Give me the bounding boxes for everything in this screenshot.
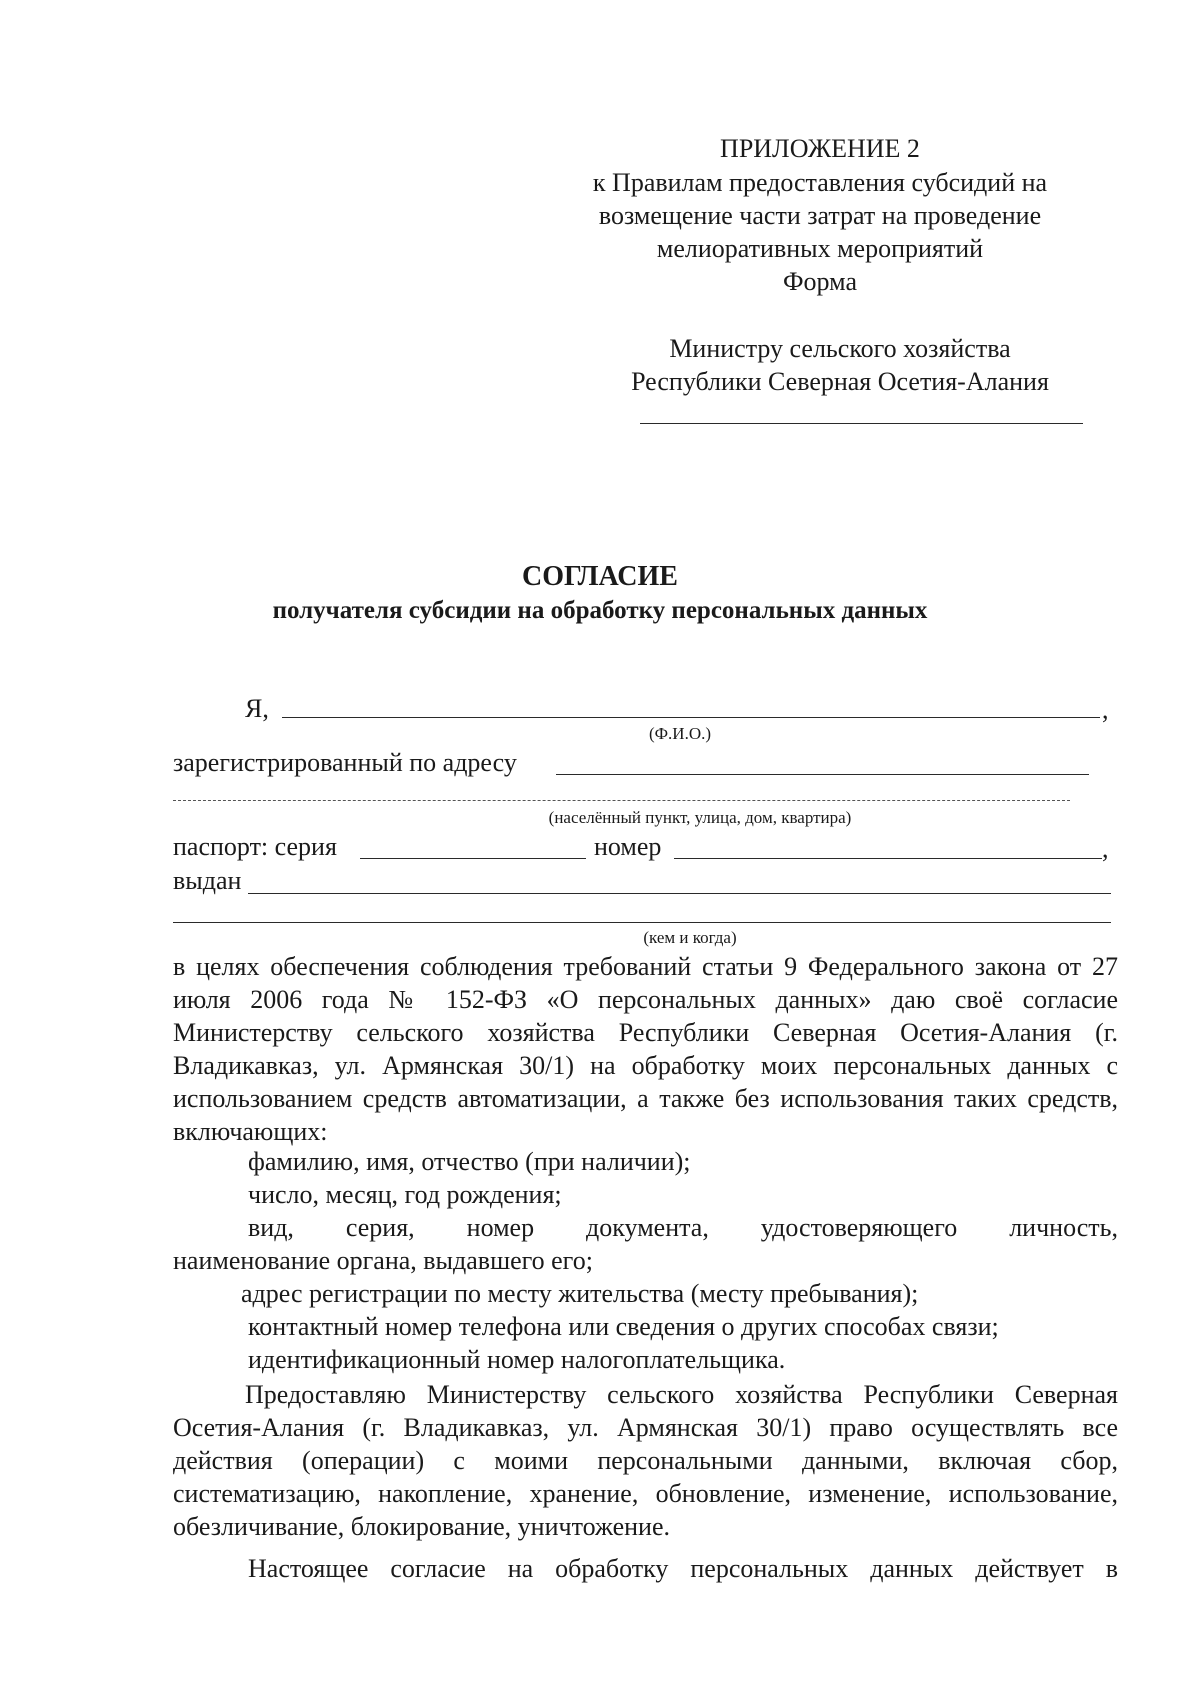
list-item-phone: контактный номер телефона или сведения о других способах связи; <box>248 1312 999 1341</box>
validity-line: Настоящее согласие на обработку персональных данных действует в <box>248 1554 1118 1583</box>
passport-number-label: номер <box>594 832 662 861</box>
passport-series-field[interactable] <box>360 858 586 859</box>
address-caption: (населённый пункт, улица, дом, квартира) <box>548 808 852 827</box>
rules-line-1: к Правилам предоставления субсидий на <box>592 168 1048 197</box>
fio-caption: (Ф.И.О.) <box>648 724 712 743</box>
addressee-name-line <box>640 423 1083 424</box>
address-field-line-2[interactable] <box>173 800 1070 801</box>
issued-label: выдан <box>173 866 242 895</box>
passport-number-comma: , <box>1102 834 1109 863</box>
purpose-paragraph: в целях обеспечения соблюдения требований статьи 9 Федерального закона от 27 июля 2006 года № 152-ФЗ «О персональных данных» даю своё согласие Министерству сельского хозяйства Республики Северная Осетия-Алания (г. Владикавказ, ул. Армянская 30/1) на обработку моих персональных данных с использованием средств автоматизации, а также без использования таких средств, включающих: <box>173 952 1118 1146</box>
list-item-fio: фамилию, имя, отчество (при наличии); <box>248 1147 691 1176</box>
list-item-document-line-1: вид, серия, номер документа, удостоверяющего личность, <box>248 1213 1118 1242</box>
rules-line-2: возмещение части затрат на проведение <box>598 201 1042 230</box>
fio-field[interactable] <box>282 717 1100 718</box>
document-subtitle: получателя субсидии на обработку персональных данных <box>272 597 928 624</box>
passport-number-field[interactable] <box>674 858 1102 859</box>
issued-field[interactable] <box>248 893 1111 894</box>
rules-line-3: мелиоративных мероприятий <box>656 234 984 263</box>
addressee-line-1: Министру сельского хозяйства <box>669 334 1011 363</box>
issued-caption: (кем и когда) <box>643 928 737 947</box>
list-item-address: адрес регистрации по месту жительства (месту пребывания); <box>241 1279 919 1308</box>
grant-paragraph: Предоставляю Министерству сельского хозяйства Республики Северная Осетия-Алания (г. Владикавказ, ул. Армянская 30/1) право осуществлять все действия (операции) с моими персональными данными, включая сбор, систематизацию, накопление, хранение, обновление, изменение, использование, обезличивание, блокирование, уничтожение. <box>173 1380 1118 1541</box>
addressee-line-2: Республики Северная Осетия-Алания <box>631 367 1049 396</box>
address-field[interactable] <box>556 774 1089 775</box>
document-title: СОГЛАСИЕ <box>522 561 678 592</box>
address-label: зарегистрированный по адресу <box>173 748 517 777</box>
list-item-document-line-2: наименование органа, выдавшего его; <box>173 1246 593 1275</box>
fio-comma: , <box>1102 695 1109 724</box>
passport-series-label: паспорт: серия <box>173 832 337 861</box>
list-item-inn: идентификационный номер налогоплательщика. <box>248 1345 786 1374</box>
list-item-birthdate: число, месяц, год рождения; <box>248 1180 562 1209</box>
issued-field-line-2[interactable] <box>173 922 1111 923</box>
ya-label: Я, <box>245 694 269 723</box>
appendix-label: ПРИЛОЖЕНИЕ 2 <box>720 134 920 163</box>
form-label: Форма <box>783 267 857 296</box>
